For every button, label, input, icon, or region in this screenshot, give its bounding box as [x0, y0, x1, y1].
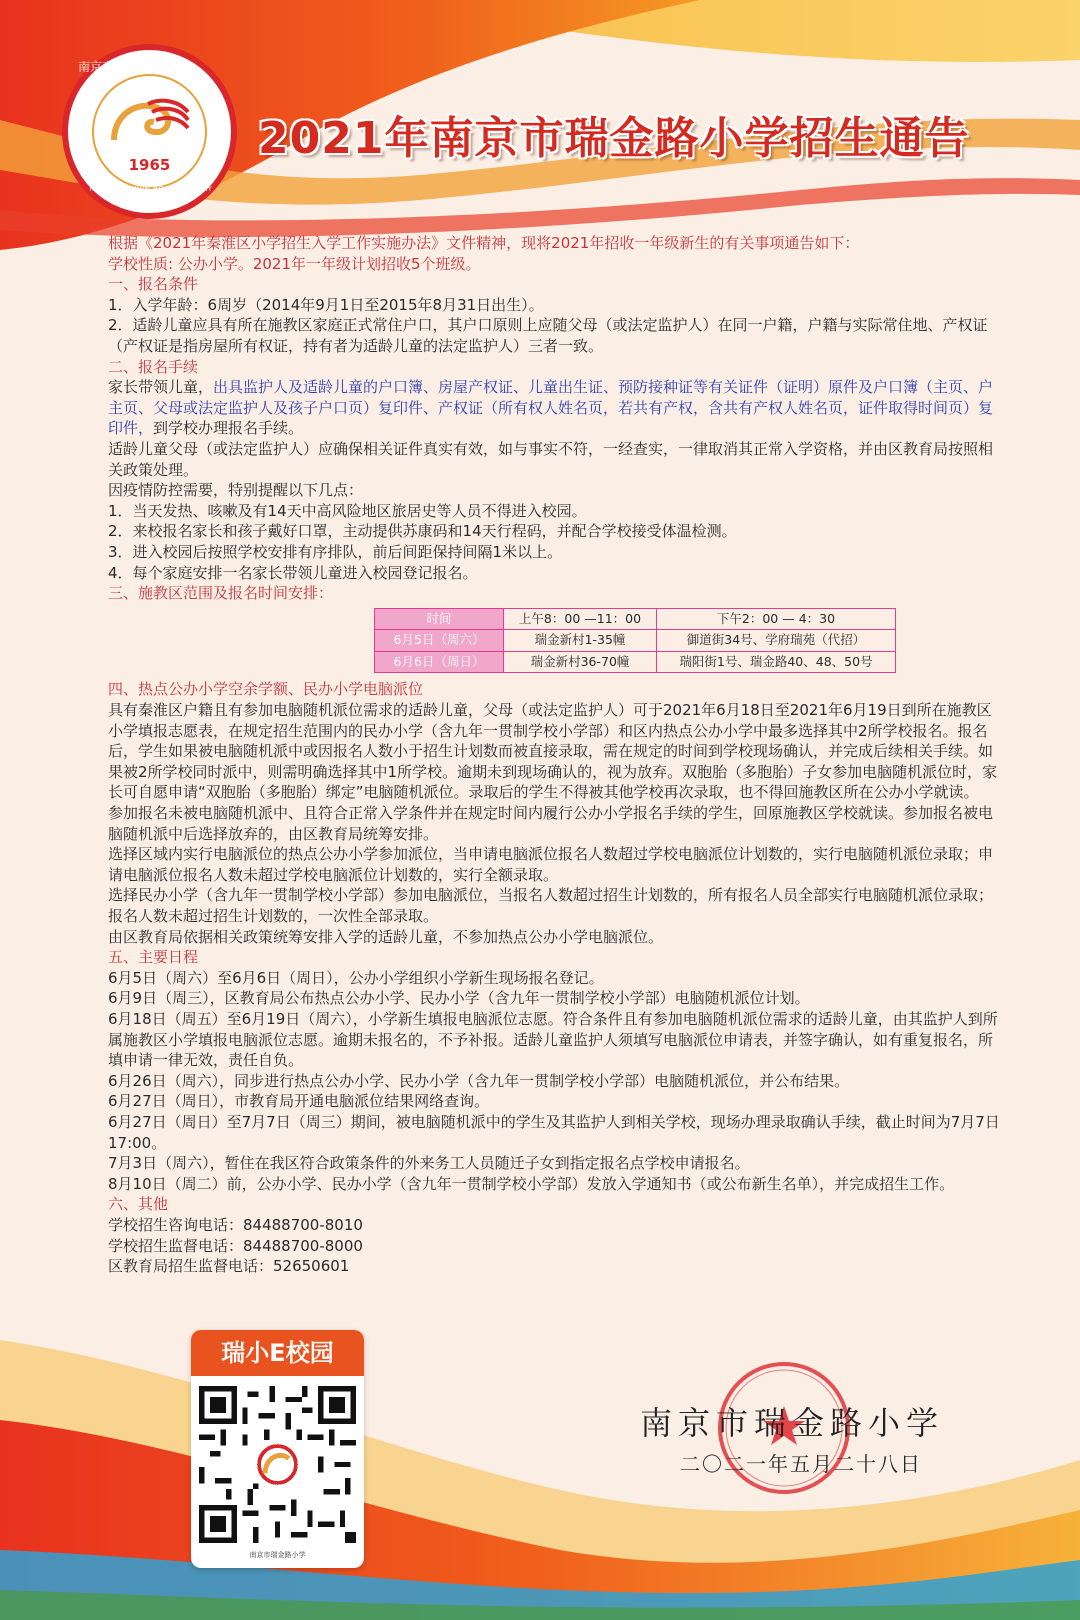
s5-para-1: 6月5日（周六）至6月6日（周日），公办小学组织小学新生现场报名登记。	[108, 968, 604, 987]
s2-para-3: 因疫情防控需要，特别提醒以下几点：	[108, 481, 364, 500]
s2-item-4: 4．每个家庭安排一名家长带领儿童进入校园登记报名。	[108, 563, 478, 582]
s2-required-documents: 出具监护人及适龄儿童的户口簿、房屋产权证、儿童出生证、预防接种证等有关证件（证明）原件及户口簿（主页、户主页、父母或法定监护人及孩子户口页）复印件、产权证（所有权人姓名页，若共有产权，含共有产权人姓名页，证件取得时间页）复印件，	[108, 378, 994, 438]
s4-para-1: 具有秦淮区户籍且有参加电脑随机派位需求的适龄儿童，父母（或法定监护人）可于2021年6月18日至2021年6月19日到所在施教区小学填报志愿表，在规定招生范围内的民办小学（含九年一贯制学校小学部）和区内热点公办小学中最多选择其中2所学校报名。报名后，学生如果被电脑随机派中或因报名人数小于招生计划数而被直接录取，需在规定的时间到学校现场确认，并完成后续相关手续。如果被2所学校同时派中，则需明确选择其中1所学校。逾期未到现场确认的，视为放弃。双胞胎（多胞胎）子女参加电脑随机派位时，家长可自愿申请“双胞胎（多胞胎）绑定”电脑随机派位。录取后的学生不得被其他学校再次录取，也不得回施教区所在公办小学就读。	[108, 701, 998, 802]
intro-line-2: 学校性质: 公办小学。2021年一年级计划招收5个班级。	[108, 254, 481, 273]
table-row	[375, 630, 896, 652]
table-header-cell: 时间	[375, 608, 504, 630]
qr-code-icon[interactable]	[199, 1386, 356, 1543]
s5-para-7: 7月3日（周六），暂住在我区符合政策条件的外来务工人员随迁子女到指定报名点学校申请报名。	[108, 1154, 750, 1173]
s2-item-2: 2．来校报名家长和孩子戴好口罩，主动提供苏康码和14天行程码，并配合学校接受体温检测。	[108, 522, 737, 541]
swirl-emblem-icon	[108, 94, 192, 150]
section-3-heading: 三、施教区范围及报名时间安排：	[108, 584, 334, 603]
qr-title: 瑞小E校园	[191, 1330, 364, 1376]
logo-ring-english: NANJING RUIJIN ROAD PRIMARY SCHOOL	[89, 185, 213, 201]
s5-para-3: 6月18日（周五）至6月19日（周六），小学新生填报电脑派位志愿。符合条件且有参加电脑随机派位需求的适龄儿童，由其监护人到所属施教区小学填报电脑派位志愿。逾期未报名的，不予补报。适龄儿童监护人须填写电脑派位申请表，并签字确认，如有重复报名，所填申请一律无效，责任自负。	[108, 1009, 998, 1070]
logo-inner-circle	[92, 74, 207, 189]
school-logo	[62, 44, 237, 219]
table-cell: 瑞阳街1号、瑞金路40、48、50号	[657, 651, 896, 673]
s5-para-4: 6月26日（周六），同步进行热点公办小学、民办小学（含九年一贯制学校小学部）电脑随机派位，并公布结果。	[108, 1071, 850, 1090]
section-1-heading: 一、报名条件	[108, 275, 199, 294]
s4-para-3: 选择区域内实行电脑派位的热点公办小学参加派位，当申请电脑派位报名人数超过学校电脑派位计划数的，实行电脑随机派位录取；申请电脑派位报名人数未超过学校电脑派位计划数的，实行全额录取。	[108, 845, 994, 884]
s4-para-4: 选择民办小学（含九年一贯制学校小学部）参加电脑派位，当报名人数超过招生计划数的，所有报名人员全部实行电脑随机派位录取；报名人数未超过招生计划数的，一次性全部录取。	[108, 886, 994, 925]
s1-item-2: 2．适龄儿童应具有所在施教区家庭正式常住户口，其户口原则上应随父母（或法定监护人）在同一户籍，户籍与实际常住地、产权证（产权证是指房屋所有权证，持有者为适龄儿童的法定监护人）三者一致。	[108, 316, 988, 355]
signature-date: 二〇二一年五月二十八日	[680, 1452, 922, 1476]
s2-para-2: 适龄儿童父母（或法定监护人）应确保相关证件真实有效，如与事实不符，一经查实，一律取消其正常入学资格，并由区教育局按照相关政策处理。	[108, 439, 994, 479]
contact-line: 学校招生监督电话：84488700-8000	[108, 1236, 363, 1255]
table-cell: 瑞金新村36-70幢	[504, 651, 657, 673]
table-header-cell: 下午2：00 — 4：30	[657, 608, 896, 630]
logo-ring-chinese: 南京市瑞金路小学	[78, 60, 175, 74]
table-cell: 6月6日（周日）	[375, 651, 504, 673]
contact-line: 区教育局招生监督电话：52650601	[108, 1257, 350, 1276]
table-header-row	[375, 608, 896, 630]
logo-year: 1965	[128, 156, 171, 174]
s1-item-1: 1．入学年龄：6周岁（2014年9月1日至2015年8月31日出生）。	[108, 295, 544, 314]
s4-para-5: 由区教育局依据相关政策统筹安排入学的适龄儿童，不参加热点公办小学电脑派位。	[108, 927, 664, 946]
schedule-table	[374, 608, 896, 674]
table-header-cell: 上午8：00 —11：00	[504, 608, 657, 630]
s2-item-1: 1．当天发热、咳嗽及有14天中高风险地区旅居史等人员不得进入校园。	[108, 501, 587, 520]
qr-caption: 南京市瑞金路小学	[249, 1551, 306, 1559]
s5-para-8: 8月10日（周二）前，公办小学、民办小学（含九年一贯制学校小学部）发放入学通知书（或公布新生名单），并完成招生工作。	[108, 1174, 955, 1193]
s2-item-3: 3．进入校园后按照学校安排有序排队，前后间距保持间隔1米以上。	[108, 542, 563, 561]
s5-para-6: 6月27日（周日）至7月7日（周三）期间，被电脑随机派中的学生及其监护人到相关学校，现场办理录取确认手续，截止时间为7月7日17:00。	[108, 1112, 1000, 1152]
section-2-heading: 二、报名手续	[108, 357, 199, 376]
s5-para-2: 6月9日（周三），区教育局公布热点公办小学、民办小学（含九年一贯制学校小学部）电脑随机派位计划。	[108, 989, 810, 1008]
table-cell: 御道街34号、学府瑞苑（代招）	[657, 630, 896, 652]
notice-body	[108, 233, 1000, 1277]
contact-line: 学校招生咨询电话：84488700-8010	[108, 1215, 363, 1234]
school-signature: 南京市瑞金路小学	[640, 1404, 945, 1442]
s4-para-2: 参加报名未被电脑随机派中、且符合正常入学条件并在规定时间内履行公办小学报名手续的学生，回原施教区学校就读。参加报名被电脑随机派中后选择放弃的，由区教育局统筹安排。	[108, 804, 994, 843]
s2-para-1-tail: 到学校办理报名手续。	[153, 419, 304, 438]
intro-line-1: 根据《2021年秦淮区小学招生入学工作实施办法》文件精神，现将2021年招收一年级新生的有关事项通告如下：	[108, 234, 860, 252]
table-cell: 瑞金新村1-35幢	[504, 630, 657, 652]
s5-para-5: 6月27日（周日），市教育局开通电脑派位结果网络查询。	[108, 1092, 490, 1111]
qr-card	[191, 1330, 364, 1568]
section-5-heading: 五、主要日程	[108, 948, 199, 967]
page-title: 2021年南京市瑞金路小学招生通告	[258, 113, 970, 164]
section-4-heading: 四、热点公办小学空余学额、民办小学电脑派位	[108, 680, 424, 699]
table-cell: 6月5日（周六）	[375, 630, 504, 652]
s2-para-1-lead: 家长带领儿童，	[108, 378, 214, 397]
table-row	[375, 651, 896, 673]
section-6-heading: 六、其他	[108, 1195, 169, 1214]
s2-para-1	[108, 377, 1000, 439]
